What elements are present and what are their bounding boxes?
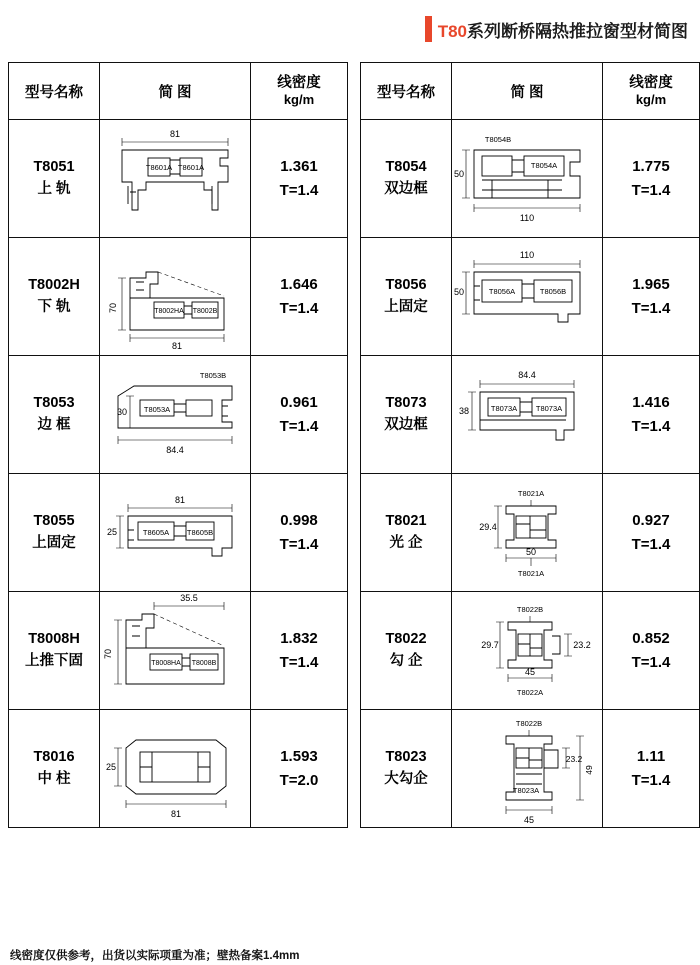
dim-label: 30: [116, 407, 128, 417]
model-name: 大勾企: [384, 770, 428, 787]
part-label: T8002B: [192, 308, 218, 315]
right-profile-table: [360, 62, 700, 828]
part-label: T8601A: [145, 163, 173, 172]
table-row: [361, 356, 700, 474]
table-row: [361, 238, 700, 356]
dim-label: 50: [453, 169, 465, 179]
density-value: 1.832: [280, 630, 318, 648]
row-density-cell: [251, 710, 348, 828]
model-name: 上固定: [384, 298, 428, 315]
page-title-accent: T80: [437, 21, 467, 41]
page-header: [425, 14, 688, 44]
part-label: T8056B: [539, 287, 567, 296]
row-figure-cell: [100, 120, 251, 238]
profile-diagram-t8073: [452, 356, 602, 473]
dim-label: 70: [108, 302, 118, 314]
row-model-cell: [361, 710, 452, 828]
row-density-cell: [251, 592, 348, 710]
row-model-cell: [9, 474, 100, 592]
thickness-value: T=1.4: [279, 653, 319, 671]
part-label: T8605A: [142, 528, 170, 537]
column-header-density-unit: kg/m: [283, 91, 315, 107]
dim-label: 81: [170, 809, 182, 819]
model-code: T8056: [385, 276, 427, 293]
row-density-cell: [603, 356, 700, 474]
model-code: T8021: [385, 512, 427, 529]
part-label: T8053A: [143, 405, 171, 414]
tables-container: [8, 62, 692, 828]
profile-diagram-t8016: [100, 710, 250, 827]
model-code: T8016: [33, 748, 75, 765]
column-header-density-main: 线密度: [277, 74, 321, 91]
row-model-cell: [9, 120, 100, 238]
row-density-cell: [603, 238, 700, 356]
part-label: T8056A: [488, 287, 516, 296]
model-code: T8022: [385, 630, 427, 647]
row-figure-cell: [100, 592, 251, 710]
dim-label: 35.5: [180, 593, 198, 603]
row-model-cell: [9, 238, 100, 356]
dim-label: 29.4: [479, 522, 497, 532]
part-label: T8021A: [517, 569, 545, 578]
row-figure-cell: [100, 710, 251, 828]
density-value: 0.927: [632, 512, 670, 530]
column-header-figure: 简 图: [452, 63, 603, 120]
row-figure-cell: [100, 238, 251, 356]
part-label: T8023A: [512, 786, 540, 795]
model-name: 上推下固: [25, 652, 83, 669]
density-value: 1.593: [280, 748, 318, 766]
footer-note: 线密度仅供参考，出货以实际项重为准；壁热备案1.4mm: [10, 950, 300, 962]
thickness-value: T=1.4: [279, 181, 319, 199]
column-header-density-unit: kg/m: [635, 91, 667, 107]
thickness-value: T=1.4: [279, 417, 319, 435]
table-row: [9, 474, 348, 592]
row-figure-cell: [452, 238, 603, 356]
row-figure-cell: [452, 474, 603, 592]
density-value: 1.646: [280, 276, 318, 294]
dim-label: 23.2: [565, 754, 583, 764]
part-label: T8008B: [191, 660, 217, 667]
part-label: T8073A: [490, 404, 518, 413]
model-name: 勾 企: [389, 652, 423, 669]
left-profile-table: [8, 62, 348, 828]
page-title: [438, 17, 688, 42]
row-figure-cell: [452, 710, 603, 828]
density-value: 0.852: [632, 630, 670, 648]
model-name: 上固定: [32, 534, 76, 551]
model-code: T8054: [385, 158, 427, 175]
dim-label: 84.4: [518, 370, 536, 380]
row-density-cell: [251, 120, 348, 238]
model-name: 双边框: [384, 416, 428, 433]
profile-diagram-t8055: [100, 474, 250, 591]
profile-diagram-t8021: [452, 474, 602, 591]
dim-label: 70: [103, 648, 113, 660]
table-row: [9, 592, 348, 710]
dim-label: 38: [458, 406, 470, 416]
row-model-cell: [361, 592, 452, 710]
dim-label: 81: [169, 129, 181, 139]
profile-diagram-t8002h: [100, 238, 250, 355]
profile-diagram-t8022: [452, 592, 602, 709]
model-code: T8055: [33, 512, 75, 529]
column-header-name: 型号名称: [361, 63, 452, 120]
profile-diagram-t8054: [452, 120, 602, 237]
thickness-value: T=1.4: [279, 299, 319, 317]
dim-label: 84.4: [166, 445, 184, 455]
column-header-name: 型号名称: [9, 63, 100, 120]
part-label: T8021A: [517, 489, 545, 498]
profile-diagram-t8056: [452, 238, 602, 355]
table-row: [361, 592, 700, 710]
column-header-density: [603, 63, 700, 120]
column-header-density-main: 线密度: [629, 74, 673, 91]
model-name: 边 框: [37, 416, 71, 433]
dim-label: 49: [584, 765, 594, 775]
row-density-cell: [603, 120, 700, 238]
density-value: 0.961: [280, 394, 318, 412]
dim-label: 45: [523, 815, 535, 825]
part-label: T8053B: [199, 371, 227, 380]
part-label: T8605B: [186, 528, 214, 537]
part-label: T8022B: [516, 605, 544, 614]
dim-label: 25: [105, 762, 117, 772]
part-label: T8022A: [516, 688, 544, 697]
part-label: T8054A: [530, 161, 558, 170]
density-value: 1.11: [636, 748, 666, 766]
table-row: [9, 710, 348, 828]
row-density-cell: [251, 356, 348, 474]
part-label: T8073A: [535, 404, 563, 413]
profile-diagram-t8053: [100, 356, 250, 473]
density-value: 1.965: [632, 276, 670, 294]
density-value: 0.998: [280, 512, 318, 530]
row-model-cell: [9, 592, 100, 710]
row-figure-cell: [452, 592, 603, 710]
row-figure-cell: [452, 120, 603, 238]
column-header-figure: 简 图: [100, 63, 251, 120]
model-code: T8051: [33, 158, 75, 175]
row-density-cell: [603, 592, 700, 710]
row-model-cell: [361, 120, 452, 238]
thickness-value: T=2.0: [279, 771, 319, 789]
row-density-cell: [603, 474, 700, 592]
dim-label: 81: [171, 341, 183, 351]
dim-label: 110: [519, 250, 535, 260]
profile-diagram-t8023: [452, 710, 602, 827]
row-figure-cell: [100, 474, 251, 592]
table-row: [361, 710, 700, 828]
model-name: 下 轨: [37, 298, 71, 315]
row-model-cell: [361, 238, 452, 356]
table-header-row: [9, 63, 348, 120]
thickness-value: T=1.4: [631, 181, 671, 199]
model-name: 双边框: [384, 180, 428, 197]
part-label: T8022B: [515, 719, 543, 728]
dim-label: 81: [174, 495, 186, 505]
row-model-cell: [9, 710, 100, 828]
dim-label: 23.2: [573, 640, 591, 650]
row-model-cell: [361, 356, 452, 474]
model-code: T8002H: [28, 276, 80, 293]
model-name: 光 企: [389, 534, 423, 551]
dim-label: 25: [106, 527, 118, 537]
model-name: 中 柱: [37, 770, 71, 787]
density-value: 1.361: [280, 158, 318, 176]
thickness-value: T=1.4: [631, 299, 671, 317]
dim-label: 45: [524, 667, 536, 677]
profile-diagram-t8051: [100, 120, 250, 237]
model-name: 上 轨: [37, 180, 71, 197]
table-row: [361, 474, 700, 592]
table-row: [9, 356, 348, 474]
header-accent-bar: [425, 16, 432, 42]
part-label: T8601A: [177, 163, 205, 172]
part-label: T8054B: [484, 135, 512, 144]
thickness-value: T=1.4: [631, 535, 671, 553]
model-code: T8073: [385, 394, 427, 411]
table-header-row: [361, 63, 700, 120]
model-code: T8023: [385, 748, 427, 765]
table-row: [361, 120, 700, 238]
table-row: [9, 120, 348, 238]
density-value: 1.416: [632, 394, 670, 412]
thickness-value: T=1.4: [631, 417, 671, 435]
part-label: T8008HA: [151, 660, 181, 667]
row-figure-cell: [100, 356, 251, 474]
density-value: 1.775: [632, 158, 670, 176]
thickness-value: T=1.4: [279, 535, 319, 553]
dim-label: 50: [453, 287, 465, 297]
model-code: T8053: [33, 394, 75, 411]
row-model-cell: [361, 474, 452, 592]
row-density-cell: [603, 710, 700, 828]
profile-diagram-t8008h: [100, 592, 250, 709]
row-figure-cell: [452, 356, 603, 474]
dim-label: 29.7: [481, 640, 499, 650]
dim-label: 110: [519, 213, 535, 223]
row-density-cell: [251, 238, 348, 356]
table-row: [9, 238, 348, 356]
thickness-value: T=1.4: [631, 771, 671, 789]
model-code: T8008H: [28, 630, 80, 647]
dim-label: 50: [525, 547, 537, 557]
part-label: T8002HA: [154, 308, 184, 315]
page-title-rest: 系列断桥隔热推拉窗型材简图: [467, 21, 688, 41]
thickness-value: T=1.4: [631, 653, 671, 671]
row-density-cell: [251, 474, 348, 592]
row-model-cell: [9, 356, 100, 474]
column-header-density: [251, 63, 348, 120]
